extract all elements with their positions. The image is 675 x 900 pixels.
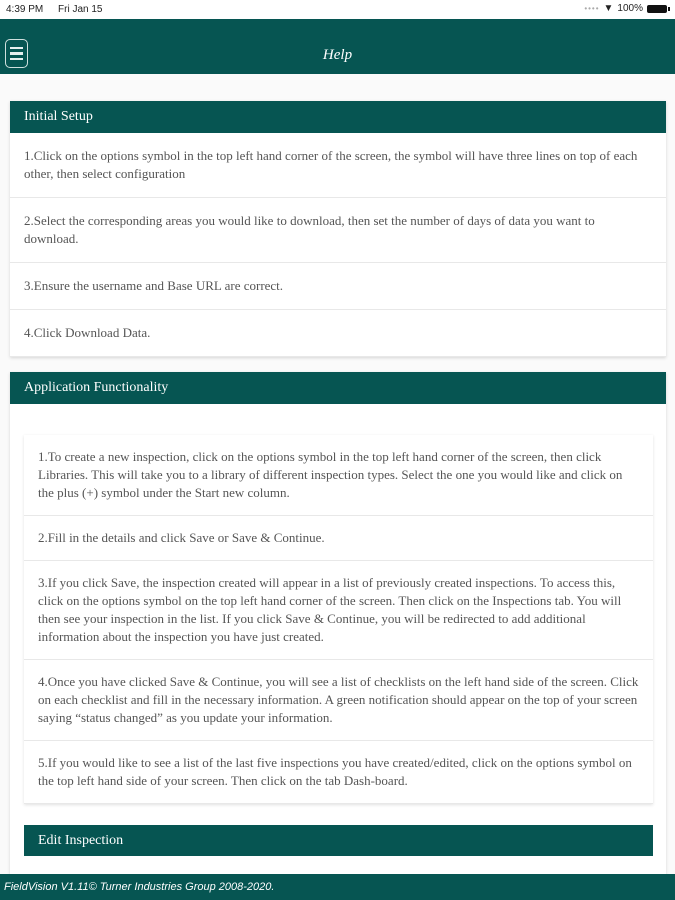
signal-dots-icon: ••••	[584, 4, 600, 13]
section-body	[24, 856, 653, 874]
section-application-functionality	[10, 372, 666, 874]
section-header[interactable]: Application Functionality	[10, 372, 666, 404]
status-date: Fri Jan 15	[58, 4, 103, 15]
status-indicators	[584, 3, 667, 14]
list-item: 1.To create a new inspection, click on the options symbol in the top left hand corner of the screen, then click Libraries. This will take you to a library of different inspection types. Select the one you would like and click on the plus (+) symbol under the Start new column.	[24, 435, 653, 516]
list-item: 3.Ensure the username and Base URL are correct.	[10, 263, 666, 310]
section-edit-inspection	[24, 825, 653, 874]
help-content[interactable]	[0, 74, 675, 874]
status-bar	[0, 0, 675, 19]
list-item: 5.If you would like to see a list of the last five inspections you have created/edited, click on the options symbol on the top left hand side of your screen. Then click on the tab Dash-board.	[24, 741, 653, 804]
list-item: 4.Once you have clicked Save & Continue, you will see a list of checklists on the left hand side of the screen. Click on each checklist and fill in the necessary information. A green notification should appear on the top of your screen saying “status changed” as you update your information.	[24, 660, 653, 741]
wifi-icon: ▼	[603, 3, 614, 14]
section-items	[24, 435, 653, 804]
list-item: 4.Click Download Data.	[10, 310, 666, 357]
section-initial-setup	[10, 101, 666, 357]
list-item: 2.Fill in the details and click Save or Save & Continue.	[24, 516, 653, 561]
footer: FieldVision V1.11© Turner Industries Group 2008-2020.	[0, 874, 675, 900]
section-header[interactable]: Initial Setup	[10, 101, 666, 133]
list-item: 2.Select the corresponding areas you would like to download, then set the number of days of data you want to download.	[10, 198, 666, 263]
section-header[interactable]: Edit Inspection	[24, 825, 653, 856]
status-time: 4:39 PM	[6, 4, 44, 15]
top-navbar	[0, 19, 675, 74]
list-item: 3.If you click Save, the inspection created will appear in a list of previously created inspections. To access this, click on the options symbol on the top left hand corner of the screen. Then click on the Inspections tab. You will then see your inspection in the list. If you click Save & Continue, you will be redirected to add additional information about the inspection you have just created.	[24, 561, 653, 660]
battery-percent: 100%	[617, 3, 643, 14]
list-item: 1.Click on the options symbol in the top left hand corner of the screen, the symbol will have three lines on top of each other, then select configuration	[10, 133, 666, 198]
battery-icon	[647, 5, 667, 13]
page-title: Help	[322, 47, 353, 63]
